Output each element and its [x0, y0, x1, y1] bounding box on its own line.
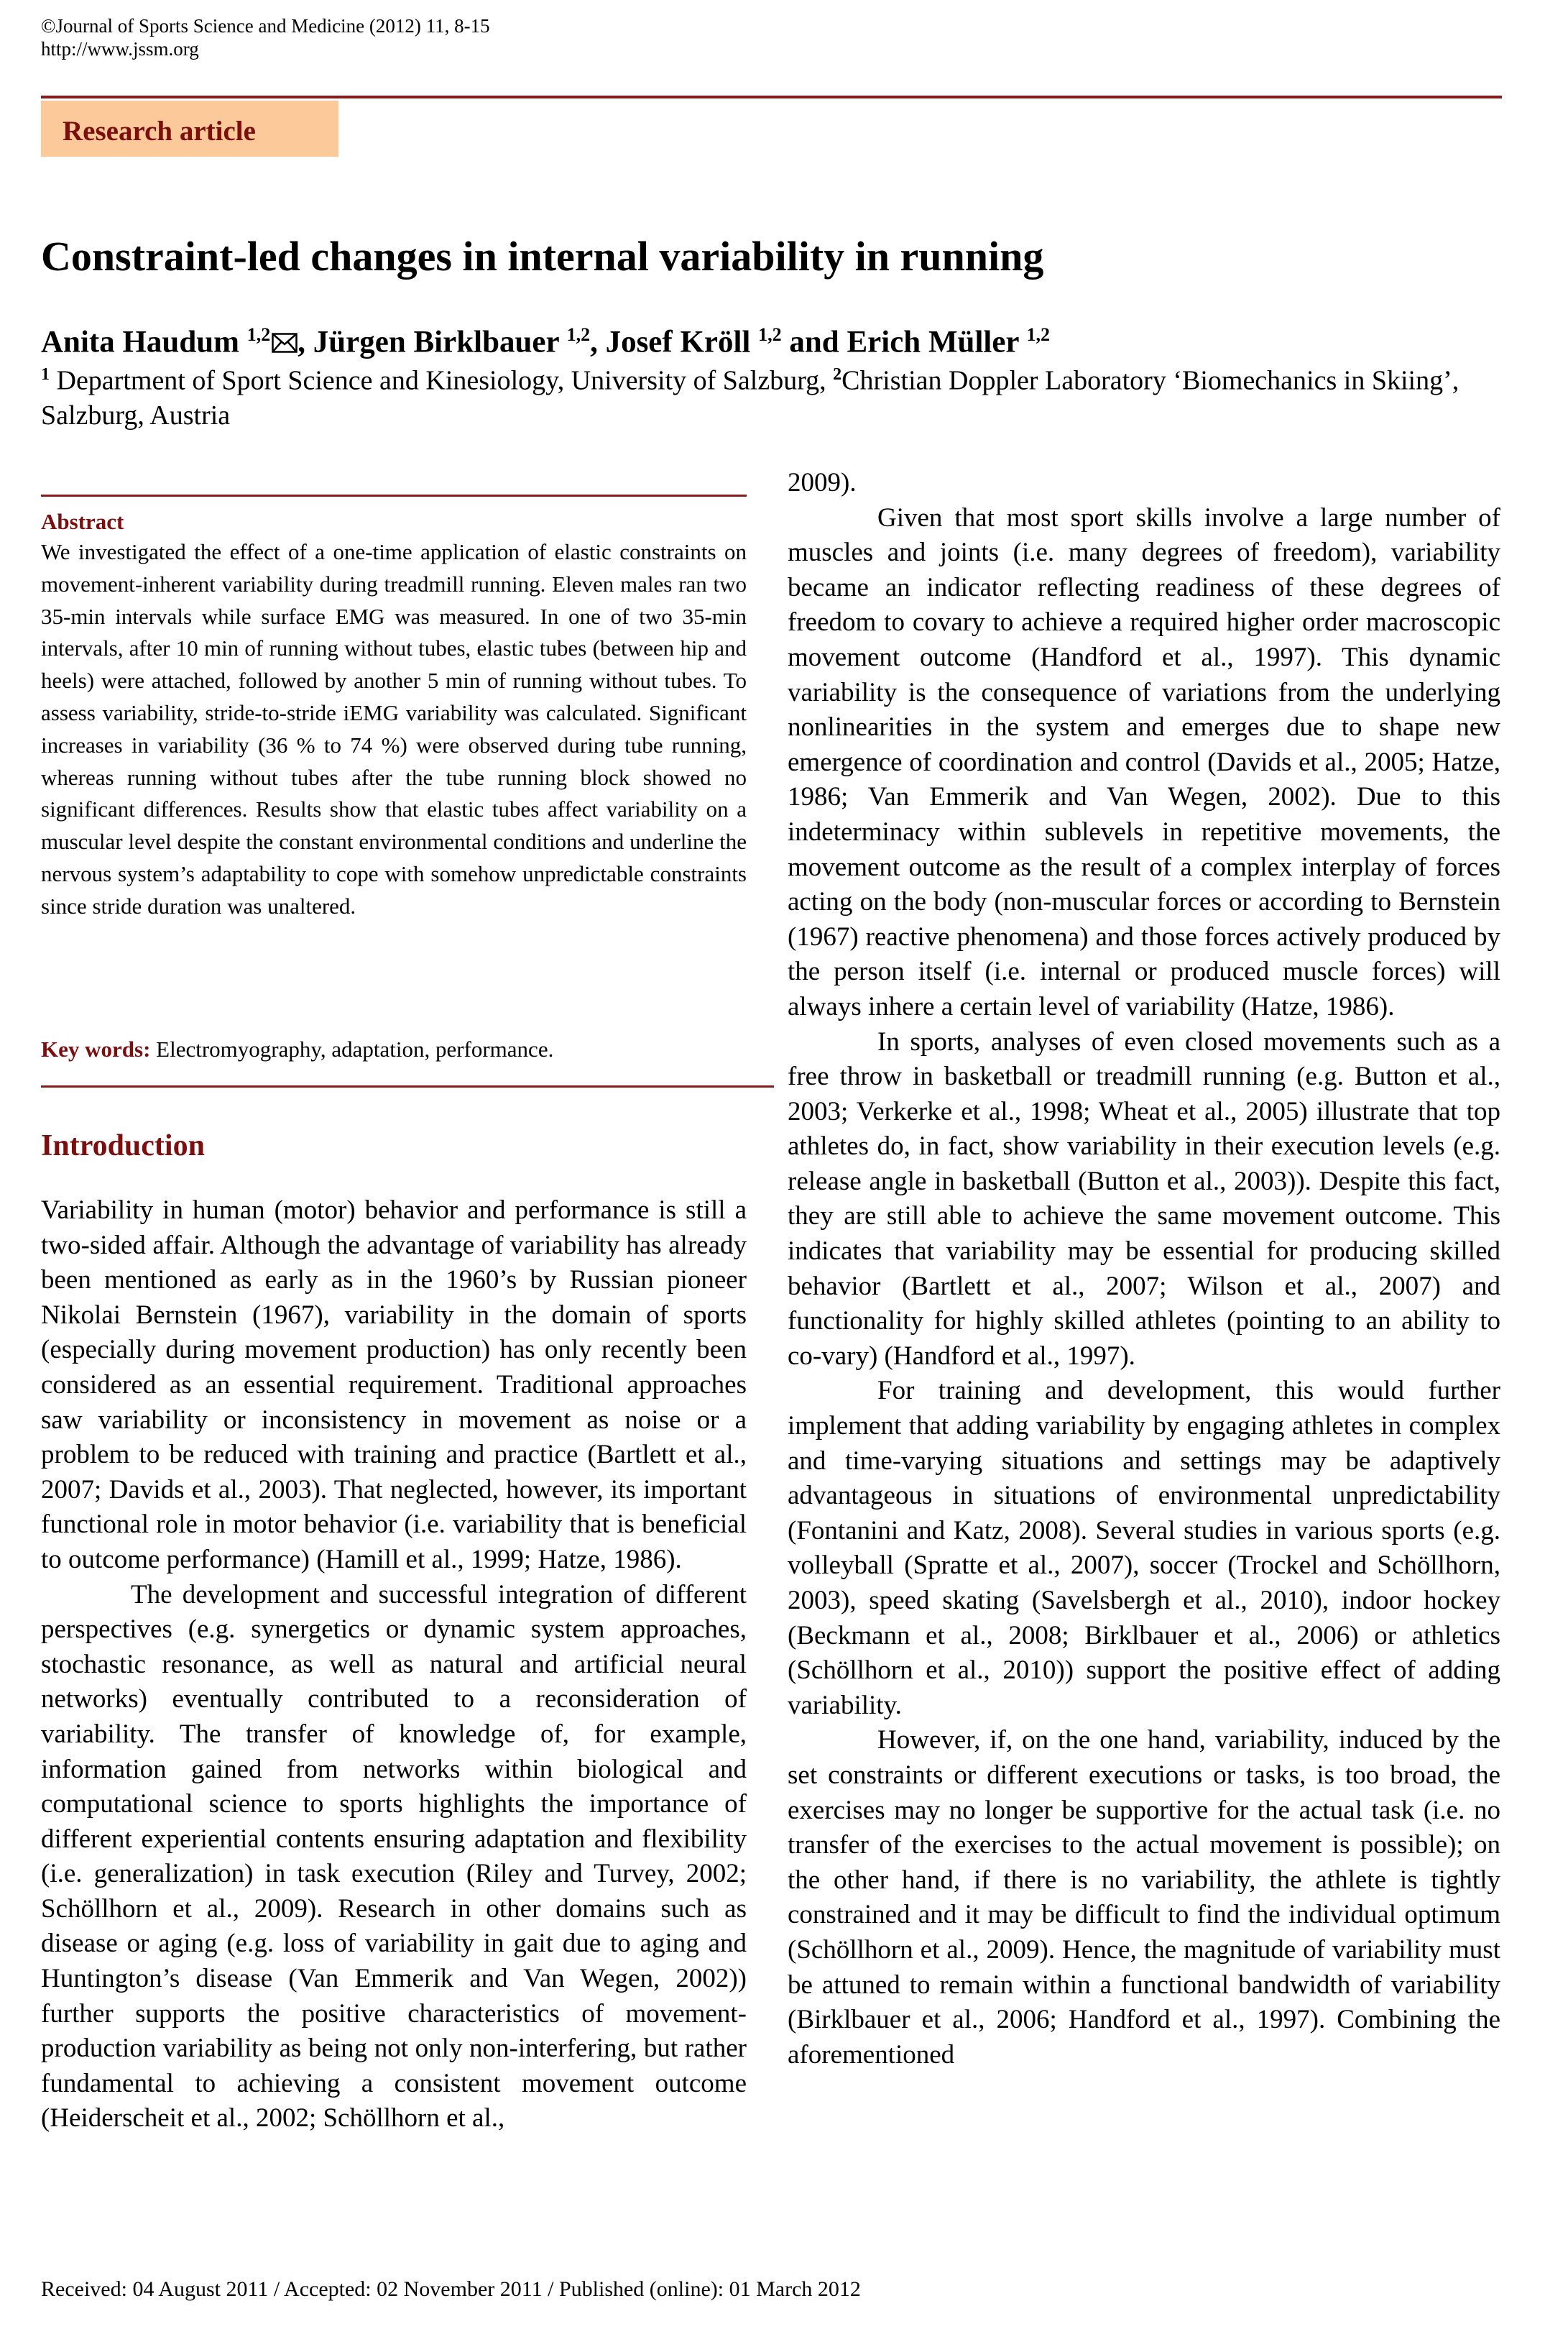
left-column — [41, 1193, 747, 2136]
article-type-badge — [41, 101, 338, 157]
author-name: Josef Kröll — [605, 325, 751, 359]
paragraph: Given that most sport skills involve a large number of muscles and joints (i.e. many degrees of freedom), variability became an indicator reflecting readiness of these degrees of freedom to covary to achieve a required higher order macroscopic movement outcome (Handford et al., 1997). This dynamic variability is the consequence of variations from the underlying nonlinearities in the system and emerges due to shape new emergence of coordination and control (Davids et al., 2005; Hatze, 1986; Van Emmerik and Van Wegen, 2002). Due to this indeterminacy within sublevels in repetitive movements, the movement outcome as the result of a complex interplay of forces acting on the body (non-muscular forces or according to Bernstein (1967) reactive phenomena) and those forces actively produced by the person itself (i.e. internal or produced muscle forces) will always inhere a certain level of variability (Hatze, 1986). — [788, 502, 1500, 1021]
paragraph: For training and development, this would further implement that adding variability by engaging athletes in complex and time-varying situations and settings may be adaptively advantageous in situations of environmental unpredictability (Fontanini and Katz, 2008). Several studies in various sports (e.g. volleyball (Spratte et al., 2007), soccer (Trockel and Schöllhorn, 2003), speed skating (Savelsbergh et al., 2010), indoor hockey (Beckmann et al., 2008; Birklbauer et al., 2006) or athletics (Schöllhorn et al., 2010)) support the positive effect of adding variability. — [788, 1376, 1500, 1720]
article-title: Constraint-led changes in internal variability in running — [41, 233, 1044, 280]
author-name: Erich Müller — [847, 325, 1019, 359]
affiliations — [41, 357, 1507, 433]
keywords-text: Electromyography, adaptation, performance. — [156, 1037, 554, 1062]
abstract-text: We investigated the effect of a one-time application of elastic constraints on movement-inherent variability during treadmill running. Eleven males ran two 35-min intervals while surface EMG was measured. In one of two 35-min intervals, after 10 min of running without tubes, elastic tubes (between hip and heels) were attached, followed by another 5 min of running without tubes. To assess variability, stride-to-stride iEMG variability was calculated. Significant increases in variability (36 % to 74 %) were observed during tube running, whereas running without tubes after the tube running block showed no significant differences. Results show that elastic tubes affect variability on a muscular level despite the constant environmental conditions and underline the nervous system’s adaptability to cope with somehow unpredictable constraints since stride duration was unaltered. — [41, 539, 747, 919]
affiliation-number: 2 — [833, 365, 842, 384]
right-column — [788, 466, 1500, 2072]
affiliation-text: Department of Sport Science and Kinesiology, University of Salzburg, — [56, 365, 826, 396]
article-type-label: Research article — [63, 116, 256, 147]
keywords-label: Key words: — [41, 1037, 151, 1062]
author-list: Anita Haudum $^{1,2}$ , Jürgen Birklbauer $^{1,2}$, Josef Kröll $^{1,2}$ and Erich Müller $^{1,2}$ — [41, 324, 1050, 359]
paragraph: Variability in human (motor) behavior and performance is still a two-sided affair. Although the advantage of variability has already been mentioned as early as in the 1960’s by Russian pioneer Nikolai Bernstein (1967), variability in the domain of sports (especially during movement production) has only recently been considered as an essential requirement. Traditional approaches saw variability or inconsistency in movement as noise or a problem to be reduced with training and practice (Bartlett et al., 2007; Davids et al., 2003). That neglected, however, its important functional role in motor behavior (i.e. variability that is beneficial to outcome performance) (Hamill et al., 1999; Hatze, 1986). — [41, 1195, 747, 1574]
author-name: Anita Haudum — [41, 325, 239, 359]
abstract-top-rule — [41, 495, 747, 497]
author-affiliation-mark: 1,2 — [246, 324, 271, 345]
keywords — [41, 1034, 553, 1065]
publication-dates: Received: 04 August 2011 / Accepted: 02 November 2011 / Published (online): 01 March 2012 — [41, 2277, 861, 2301]
header-rule — [41, 96, 1502, 98]
paragraph: In sports, analyses of even closed movements such as a free throw in basketball or treadmill running (e.g. Button et al., 2003; Verkerke et al., 1998; Wheat et al., 2005) illustrate that top athletes do, in fact, show variability in their execution levels (e.g. release angle in basketball (Button et al., 2003)). Despite this fact, they are still able to achieve the same movement outcome. This indicates that variability may be essential for producing skilled behavior (Bartlett et al., 2007; Wilson et al., 2007) and functionality for highly skilled athletes (pointing to an ability to co-vary) (Handford et al., 1997). — [788, 1026, 1500, 1371]
author-affiliation-mark: 1,2 — [758, 324, 782, 345]
journal-header — [41, 14, 490, 60]
envelope-icon[interactable] — [272, 325, 298, 345]
abstract-bottom-rule — [41, 1085, 774, 1088]
journal-citation: ©Journal of Sports Science and Medicine (2012) 11, 8-15 — [41, 15, 490, 37]
affiliation-number: 1 — [41, 365, 50, 384]
paragraph: However, if, on the one hand, variability, induced by the set constraints or different executions or tasks, is too broad, the exercises may no longer be supportive for the actual task (i.e. no transfer of the exercises to the actual movement is possible); on the other hand, if there is no variability, the athlete is tightly constrained and it may be difficult to find the individual optimum (Schöllhorn et al., 2009). Hence, the magnitude of variability must be attuned to remain within a functional bandwidth of variability (Birklbauer et al., 2006; Handford et al., 1997). Combining the aforementioned — [788, 1725, 1500, 2070]
paragraph: The development and successful integration of different perspectives (e.g. synergetics or dynamic system approaches, stochastic resonance, as well as natural and artificial neural networks) eventually contributed to a reconsideration of variability. The transfer of knowledge of, for example, information gained from networks within biological and computational science to sports highlights the importance of different experiential contents ensuring adaptation and flexibility (i.e. generalization) in task execution (Riley and Turvey, 2002; Schöllhorn et al., 2009). Research in other domains such as disease or aging (e.g. loss of variability in gait due to aging and Huntington’s disease (Van Emmerik and Van Wegen, 2002)) further supports the positive characteristics of movement-production variability as being not only non-interfering, but rather fundamental to achieving a consistent movement outcome (Heiderscheit et al., 2002; Schöllhorn et al., — [41, 1579, 747, 2133]
section-heading-introduction: Introduction — [41, 1129, 205, 1162]
author-affiliation-mark: 1,2 — [1026, 324, 1050, 345]
paragraph: 2009). — [788, 468, 857, 497]
abstract-heading: Abstract — [41, 509, 124, 534]
author-name: Jürgen Birklbauer — [313, 325, 559, 359]
author-affiliation-mark: 1,2 — [566, 324, 591, 345]
affiliation-text: Christian Doppler Laboratory ‘Biomechanics in Skiing’, Salzburg, Austria — [41, 365, 1459, 431]
journal-url[interactable]: http://www.jssm.org — [41, 38, 199, 60]
